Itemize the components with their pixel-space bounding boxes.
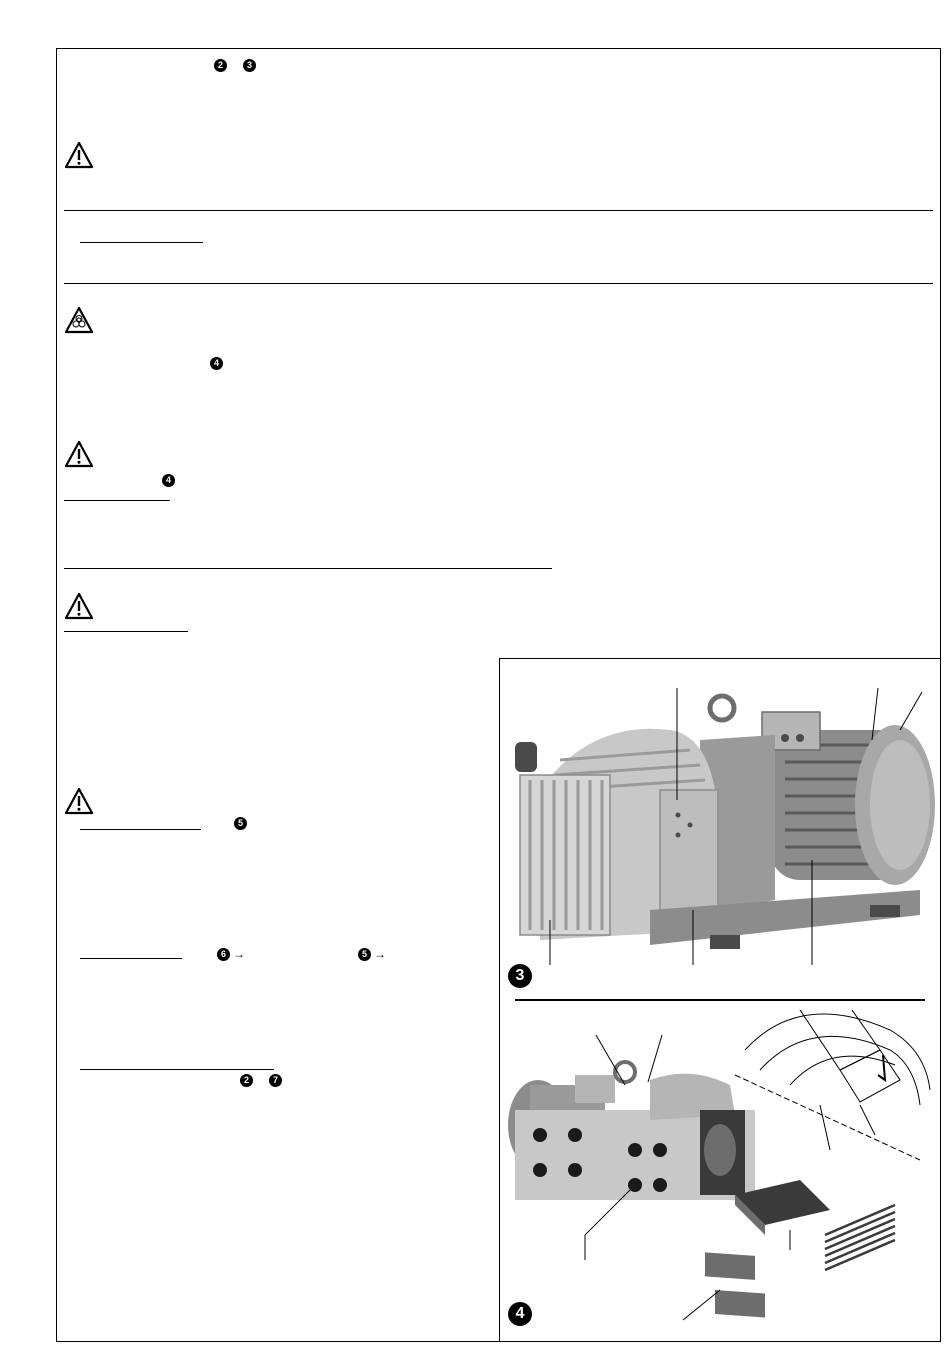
figure-divider (515, 999, 925, 1001)
figure-number: 3 (508, 964, 532, 988)
section-divider (64, 283, 933, 284)
heading-underline (80, 1069, 274, 1070)
ref-marker-5: 5 (358, 948, 371, 961)
heading-underline (80, 242, 203, 243)
warning-triangle-icon (64, 440, 94, 468)
pump-photo-figure-3 (500, 680, 941, 980)
ref-marker-3: 3 (243, 59, 256, 72)
heading-underline (64, 568, 552, 569)
heading-underline (64, 631, 188, 632)
ref-marker-2: 2 (240, 1074, 253, 1087)
warning-triangle-icon (64, 787, 94, 815)
section-divider (64, 210, 933, 211)
ref-marker-7: 7 (269, 1074, 282, 1087)
ref-marker-5: 5 (234, 817, 247, 830)
heading-underline (64, 500, 170, 501)
ref-marker-6: 6 (217, 948, 230, 961)
figure-number: 4 (508, 1302, 532, 1326)
ref-marker-2: 2 (214, 59, 227, 72)
arrow-icon: → (233, 947, 245, 961)
heading-underline (80, 958, 182, 959)
warning-triangle-icon (64, 592, 94, 620)
heading-underline (80, 829, 201, 830)
ref-marker-4: 4 (162, 474, 175, 487)
ref-marker-4: 4 (210, 357, 223, 370)
pump-photo-figure-4 (500, 1010, 941, 1330)
arrow-icon: → (374, 947, 386, 961)
biohazard-icon (64, 306, 94, 334)
warning-triangle-icon (64, 141, 94, 169)
